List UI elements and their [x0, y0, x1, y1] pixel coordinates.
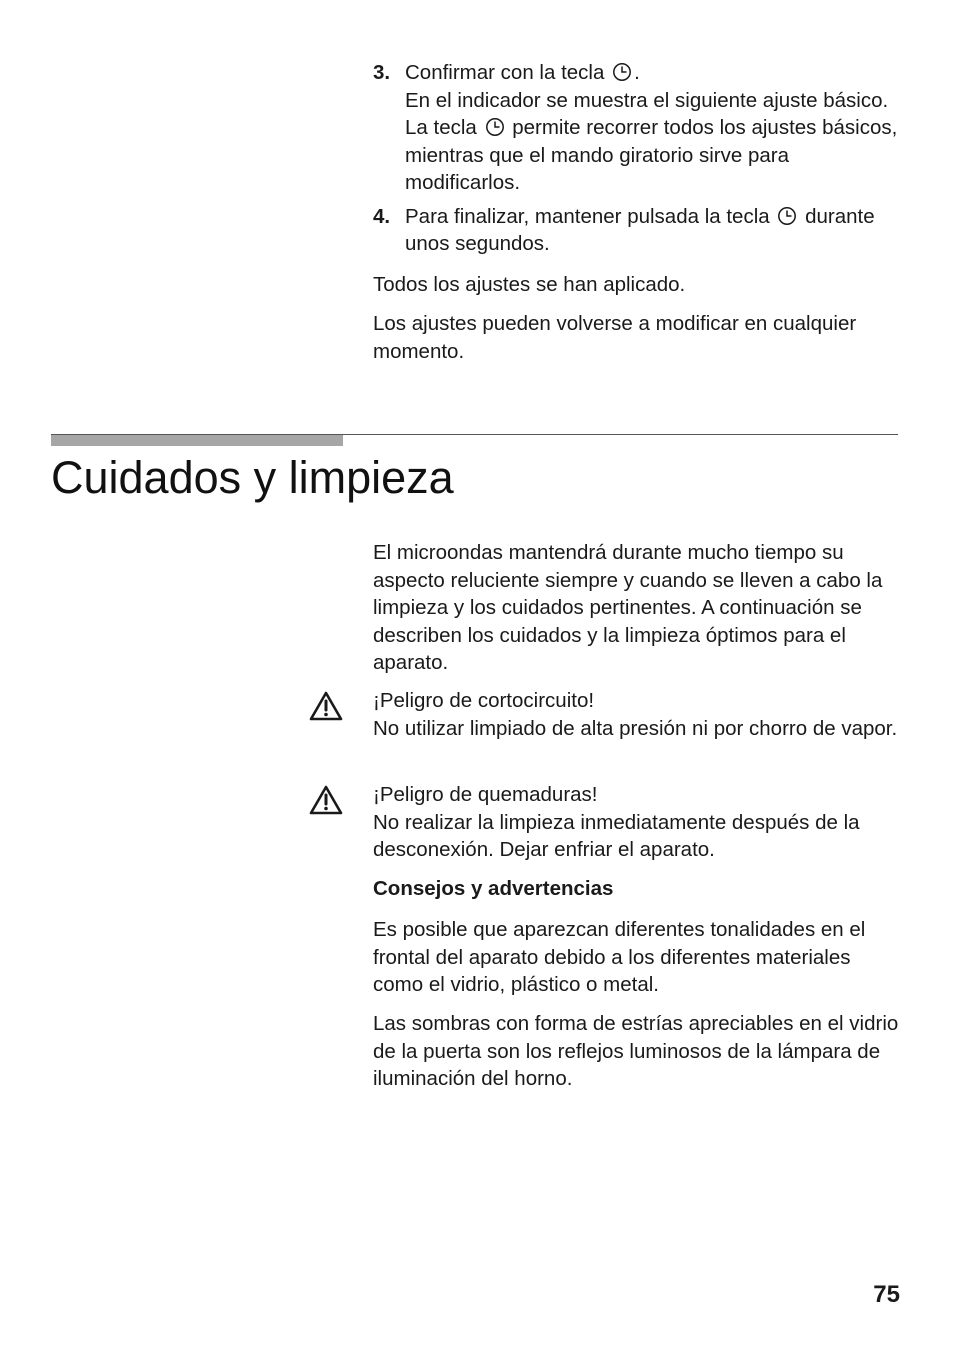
warning-triangle-icon — [309, 785, 343, 815]
warning-title: ¡Peligro de cortocircuito! — [373, 689, 595, 712]
intro-paragraph: El microondas mantendrá durante mucho tiempo su aspecto reluciente siempre y cuando se lleven a cabo la limpieza y los cuidados pertinentes. A continuación se describen los cuidados y la limpieza óptimos para el aparato. — [373, 541, 883, 674]
tip-paragraph: Las sombras con forma de estrías apreciables en el vidrio de la puerta son los reflejos luminosos de la lámpara de iluminación del horno. — [373, 1012, 899, 1090]
step-text: Confirmar con la tecla — [405, 61, 605, 84]
warning-triangle-icon — [309, 691, 343, 721]
clock-icon — [612, 62, 632, 82]
step-text: . — [634, 61, 640, 84]
step-3 — [373, 59, 903, 197]
step-text: En el indicador se muestra el siguiente ajuste básico. La tecla — [405, 88, 889, 139]
step-text: Para finalizar, mantener pulsada la tecla — [405, 204, 770, 228]
warning-text: No utilizar limpiado de alta presión ni por chorro de vapor. — [373, 716, 898, 740]
paragraph: Todos los ajustes se han aplicado. — [373, 272, 686, 296]
paragraph: Los ajustes pueden volverse a modificar en cualquier momento. — [373, 312, 857, 363]
warning-block — [373, 687, 903, 742]
section-title: Cuidados y limpieza — [51, 452, 454, 503]
step-4 — [373, 203, 903, 258]
clock-icon — [485, 117, 505, 137]
step-number: 4. — [373, 204, 391, 228]
step-text: durante unos segundos. — [405, 204, 875, 255]
page-number: 75 — [873, 1281, 900, 1308]
tip-paragraph: Es posible que aparezcan diferentes tonalidades en el frontal del aparato debido a los diferentes materiales como el vidrio, plástico o metal. — [373, 918, 866, 996]
warning-title: ¡Peligro de quemaduras! — [373, 783, 598, 806]
step-number: 3. — [373, 61, 391, 84]
steps-list — [373, 59, 903, 365]
warning-text: No realizar la limpieza inmediatamente después de la desconexión. Dejar enfriar el aparato. — [373, 810, 860, 861]
step-text: permite recorrer todos los ajustes básicos, mientras que el mando giratorio sirve para modificarlos. — [405, 116, 898, 194]
warning-block — [373, 781, 903, 864]
section-divider-accent — [51, 435, 343, 446]
subheading: Consejos y advertencias — [373, 877, 614, 900]
clock-icon — [777, 206, 797, 226]
